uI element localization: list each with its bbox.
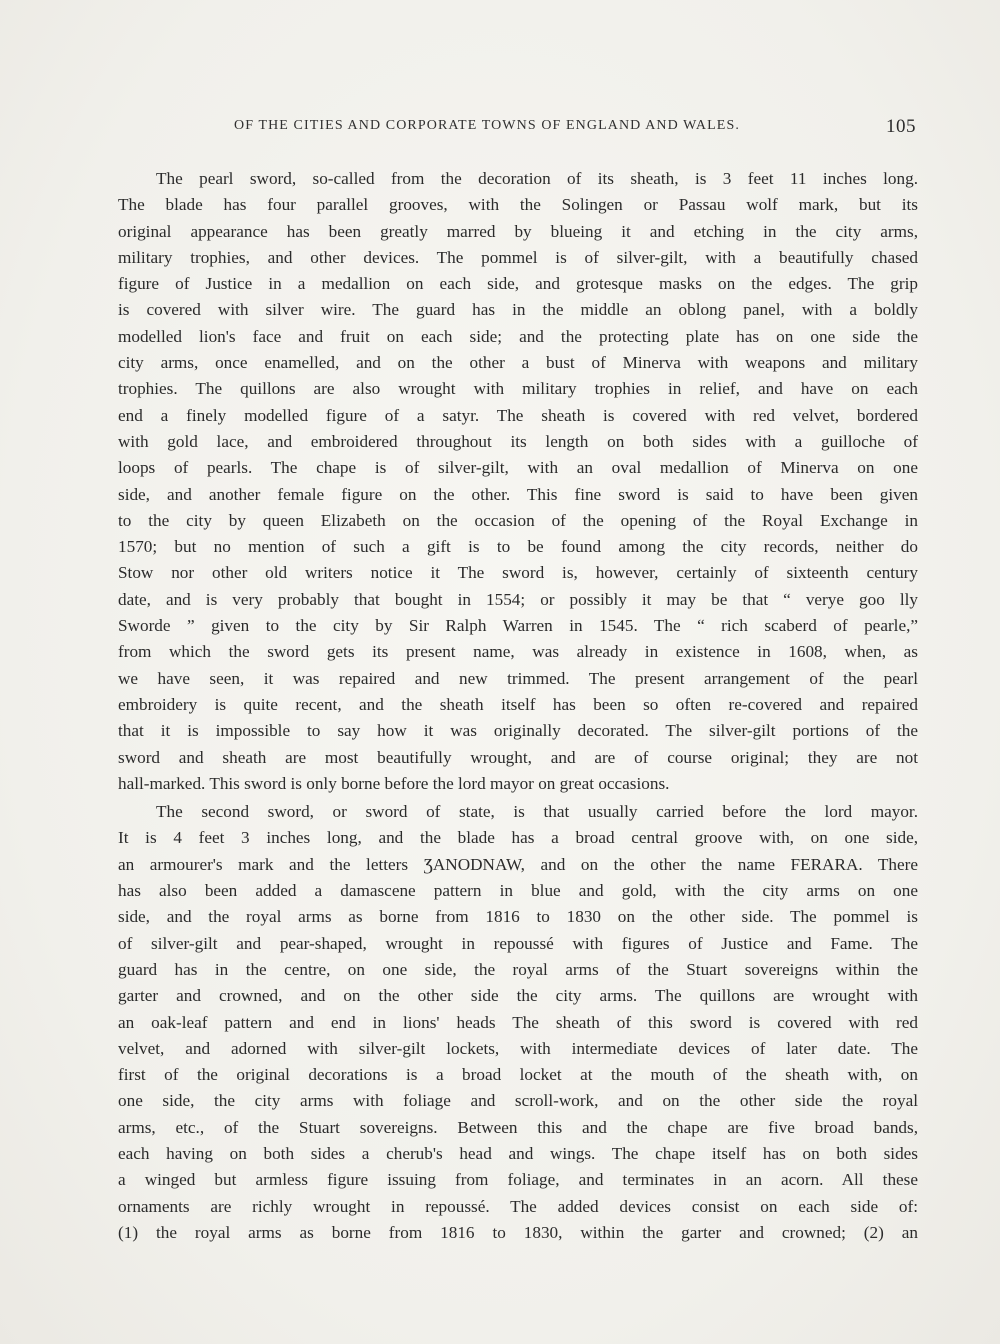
text-line: an oak-leaf pattern and end in lions' heads The sheath of this sword is covered with red <box>118 1012 918 1032</box>
text-line: sword and sheath are most beautifully wrought, and are of course original; they are not <box>118 747 918 767</box>
text-line: is covered with silver wire. The guard has in the middle an oblong panel, with a boldly <box>118 300 918 320</box>
text-line: (1) the royal arms as borne from 1816 to 1830, within the garter and crowned; (2) an <box>118 1222 918 1242</box>
text-line: with gold lace, and embroidered throughout its length on both sides with a guilloche of <box>118 431 918 451</box>
text-line: Stow nor other old writers notice it The sword is, however, certainly of sixteenth century <box>118 563 918 583</box>
text-line: date, and is very probably that bought in 1554; or possibly it may be that “ verye goo lly <box>118 589 918 609</box>
running-title: OF THE CITIES AND CORPORATE TOWNS OF ENGLAND AND WALES. <box>234 118 740 133</box>
text-line: city arms, once enamelled, and on the other a bust of Minerva with weapons and military <box>118 353 918 373</box>
text-line: loops of pearls. The chape is of silver-gilt, with an oval medallion of Minerva on one <box>118 458 918 478</box>
text-line: a winged but armless figure issuing from foliage, and terminates in an acorn. All these <box>118 1170 918 1190</box>
text-line: The blade has four parallel grooves, with the Solingen or Passau wolf mark, but its <box>118 195 918 215</box>
text-line: one side, the city arms with foliage and scroll-work, and on the other side the royal <box>118 1091 918 1111</box>
text-line: It is 4 feet 3 inches long, and the blade has a broad central groove with, on one side, <box>118 828 918 848</box>
text-line: of silver-gilt and pear-shaped, wrought in repoussé with figures of Justice and Fame. The <box>118 933 918 953</box>
text-line: that it is impossible to say how it was originally decorated. The silver-gilt portions of the <box>118 721 918 741</box>
text-line: hall-marked. This sword is only borne before the lord mayor on great occasions. <box>118 773 670 793</box>
text-line: has also been added a damascene pattern in blue and gold, with the city arms on one <box>118 881 918 901</box>
text-line: end a finely modelled figure of a satyr. The sheath is covered with red velvet, bordered <box>118 405 918 425</box>
text-line: to the city by queen Elizabeth on the occasion of the opening of the Royal Exchange in <box>118 510 918 530</box>
text-line: velvet, and adorned with silver-gilt lockets, with intermediate devices of later date. The <box>118 1038 918 1058</box>
text-line: we have seen, it was repaired and new trimmed. The present arrangement of the pearl <box>118 668 918 688</box>
text-line: arms, etc., of the Stuart sovereigns. Between this and the chape are five broad bands, <box>118 1117 918 1137</box>
page-number: 105 <box>886 116 916 137</box>
text-line: trophies. The quillons are also wrought with military trophies in relief, and have on each <box>118 379 918 399</box>
text-line: from which the sword gets its present name, was already in existence in 1608, when, as <box>118 642 918 662</box>
text-line: an armourer's mark and the letters ƷANODNAW, and on the other the name FERARA. There <box>118 854 918 874</box>
text-line: 1570; but no mention of such a gift is to be found among the city records, neither do <box>118 537 918 557</box>
text-line: military trophies, and other devices. The pommel is of silver-gilt, with a beautifully chased <box>118 247 918 267</box>
text-line: guard has in the centre, on one side, the royal arms of the Stuart sovereigns within the <box>118 959 918 979</box>
text-line: The pearl sword, so-called from the decoration of its sheath, is 3 feet 11 inches long. <box>156 169 918 188</box>
text-line: ornaments are richly wrought in repoussé. The added devices consist on each side of: <box>118 1196 918 1216</box>
text-line: Sworde ” given to the city by Sir Ralph Warren in 1545. The “ rich scaberd of pearle,” <box>118 616 918 636</box>
text-line: original appearance has been greatly marred by blueing it and etching in the city arms, <box>118 221 918 241</box>
text-line: side, and another female figure on the other. This fine sword is said to have been given <box>118 484 918 504</box>
text-line: embroidery is quite recent, and the sheath itself has been so often re-covered and repaired <box>118 694 918 714</box>
text-line: figure of Justice in a medallion on each side, and grotesque masks on the edges. The grip <box>118 274 918 294</box>
text-line: each having on both sides a cherub's head and wings. The chape itself has on both sides <box>118 1143 918 1163</box>
body-text <box>118 166 918 1246</box>
text-line: side, and the royal arms as borne from 1816 to 1830 on the other side. The pommel is <box>118 907 918 927</box>
running-head <box>116 116 916 140</box>
text-line: first of the original decorations is a broad locket at the mouth of the sheath with, on <box>118 1065 918 1085</box>
text-line: garter and crowned, and on the other side the city arms. The quillons are wrought with <box>118 986 918 1006</box>
text-line: The second sword, or sword of state, is that usually carried before the lord mayor. <box>156 802 918 822</box>
text-line: modelled lion's face and fruit on each side; and the protecting plate has on one side the <box>118 326 918 346</box>
